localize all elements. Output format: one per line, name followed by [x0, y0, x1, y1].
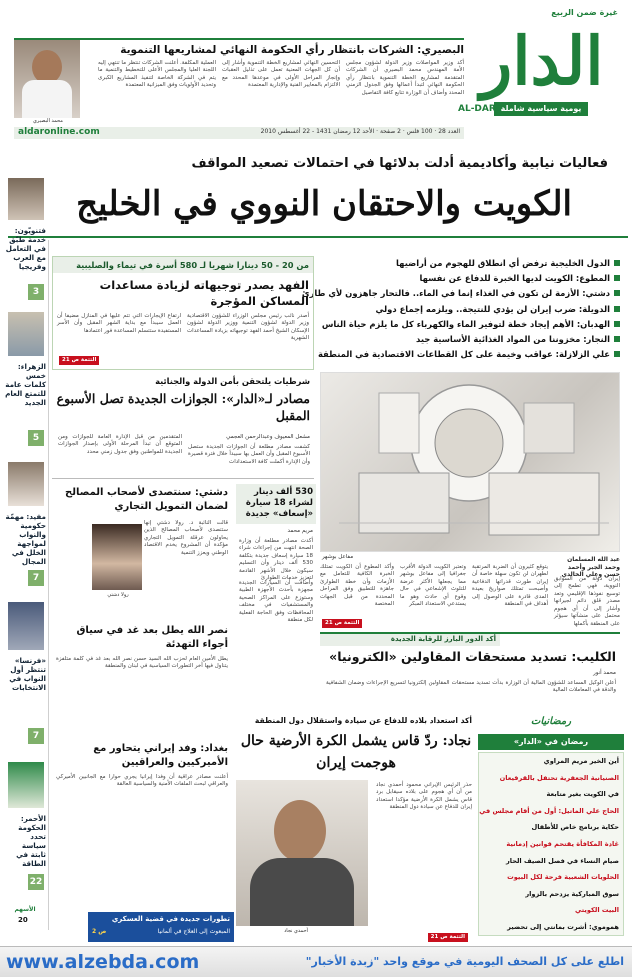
main-continued[interactable]: التتمة ص 21 [322, 618, 362, 628]
dashti-story [52, 484, 232, 616]
sidebar-photo [8, 602, 44, 650]
top-story-title[interactable]: البصيري: الشركات بانتظار رأي الحكومة النهائي لمشاريعها التنموية [120, 44, 464, 56]
sidebar-photo [8, 178, 44, 220]
sidebar-photo [8, 462, 44, 506]
fahad-story [52, 256, 314, 370]
ramadan-item[interactable]: الحاج علي الماتيل: أول من أقام مجلس في [479, 806, 619, 815]
main-kicker: فعاليات نيابية وأكاديمية أدلت بدلائها في احتمالات تصعيد المواقف [191, 156, 608, 171]
jawazat-headline[interactable]: مصادر لـ«الدار»: الجوازات الجديدة تصل الأسبوع المقبل [56, 391, 310, 423]
sidebar-item[interactable] [4, 306, 46, 446]
top-story-caption: محمد البصيري [33, 118, 63, 124]
jawazat-body: كشفت مصادر مطلعة أن الجوازات الجديدة ستصل الأسبوع المقبل وأن العمل بها سيبدأ خلال فترة قصيرة وأن الإدارة أكملت كافة الاستعدادات [188, 444, 310, 465]
ambulance-story [236, 484, 316, 624]
top-story-col2: التحسين النهائي لمشاريع الخطة التنموية وأشار إلى أن كل الجهات المعنية تعمل على تذليل العقبات وإنجاز المراحل الأولى في موعدها المحدد مع الالتزام بالمعايير الفنية والإدارية المعتمدة [222, 60, 340, 89]
jawazat-story [52, 374, 314, 476]
bullet-square-icon [614, 321, 620, 327]
top-story-col1: أكد وزير المواصلات وزير الدولة لشؤون مجلس الأمة المهندس محمد البصيري أن الشركات المتقدمة لمشاريع الخطة التنموية بانتظار رأي الحكومة النهائي لتبدأ أعمالها وفق الجدول الزمني المحدد وأضاف أن الوزارة تتابع كافة التفاصيل [346, 60, 464, 96]
sidebar-photo [8, 312, 44, 356]
dashti-headline[interactable]: دشتي: سنتصدى لأصحاب المصالح لضمان التمويل التجاري [65, 487, 228, 512]
main-body-col1: إيران دولة من السوابق النووية، فهي تطمح إلى توسيع نفوذها الإقليمي وتعد مصدر قلق دائم لجيرانها وأشار إلى أن أي هجوم محتمل على منشآتها سيؤثر على المنطقة بأكملها [554, 576, 620, 627]
fahad-body-right: أصدر نائب رئيس مجلس الوزراء للشؤون الاقتصادية وزير الدولة لشؤون التنمية ووزير الدولة لشؤون الإسكان الشيخ أحمد الفهد توجيهاته بزيادة المساعدات الشهرية [187, 313, 309, 342]
nasrallah-story [52, 624, 232, 692]
bullet-item: الهدبان: الأهم إيجاد خطة لتوفير الماء والكهرباء كل ما يلزم حياة الناس [320, 317, 620, 332]
bullet-item: المطوع: الكويت لديها الخبرة للدفاع عن نفسها [320, 271, 620, 286]
kulaib-kicker: أكد الدور البارز للرقابة الجديدة [390, 635, 496, 643]
ramadan-list [478, 752, 624, 936]
logo: الدار [480, 22, 604, 100]
jawazat-kicker: شرطيات يلتحقن بأمن الدولة والجنائية [155, 376, 310, 386]
ambulance-byline: مريم محمد [287, 528, 313, 534]
dashti-caption: رولا دشتي [107, 592, 129, 598]
baghdad-body: أعلنت مصادر عراقية أن وفدا إيرانيا يجري حوارا مع الجانبين الأميركي والعراقي لبحث الملفات الأمنية والسياسية العالقة [56, 774, 228, 788]
bullet-square-icon [614, 260, 620, 266]
sidebar-page-number: 3 [28, 284, 44, 300]
sidebar-page-number: 7 [28, 570, 44, 586]
footer-site[interactable]: www.alzebda.com [6, 951, 200, 973]
masthead [0, 0, 632, 140]
top-story-photo [14, 40, 80, 118]
bullet-item: الدويلة: ضرب إيران لن يؤدي للنتيجة.. ويلزمه إجماع دولي [320, 302, 620, 317]
bullet-square-icon [614, 336, 620, 342]
sidebar-item[interactable] [4, 456, 46, 586]
jawazat-byline: مشعل المعيوف وعبدالرحمن العجمي [226, 434, 310, 440]
sidebar-item[interactable] [4, 756, 46, 896]
sidebar-item[interactable] [4, 172, 46, 298]
ramadan-item[interactable]: البيت الكويتي [575, 906, 619, 915]
ambulance-body: أكدت مصادر مطلعة أن وزارة الصحة انتهت من إجراءات شراء 18 سيارة إسعاف جديدة بتكلفة 530 ألف دينار وأن التسليم سيكون خلال الأشهر القادمة لتعزيز خدمات الطوارئ [239, 538, 313, 582]
ramadan-item[interactable]: سوق المباركية يزدحم بالزوار [525, 889, 619, 898]
face-shape [274, 800, 326, 862]
sidebar-bottom[interactable] [4, 906, 46, 930]
main-body-col4: وأكد المطوع أن الكويت تمتلك الخبرة الكافية للتعامل مع الأزمات وأن خطة الطوارئ جاهزة للتطبيق وفق المراحل المحددة من قبل الجهات المختصة [320, 564, 394, 608]
ramadan-item[interactable]: حكاية برنامج خاص للأطفال [531, 823, 619, 832]
jawazat-body2: المتقدمين من قبل الإدارة العامة للجوازات ومن المتوقع أن تبدأ المرحلة الأولى بإصدار الجوازات الجديدة للمواطنين وفق جدول زمني محدد [58, 434, 182, 455]
sidebar-bottom-num: 20 [18, 916, 28, 924]
najad-caption: أحمدي نجاد [284, 928, 308, 934]
sidebar-item-title: الأحمر: الحكومة تحدد سياسة ثابتة في الطاقة [16, 814, 46, 868]
nasrallah-body: يطل الأمين العام لحزب الله السيد حسن نصر الله بعد غد في كلمة متلفزة يتناول فيها آخر التطورات السياسية في لبنان والمنطقة [56, 656, 228, 670]
dashti-body: قالت النائبة د. رولا دشتي إنها ستتصدى لأصحاب المصالح الذين يحاولون عرقلة التمويل التجاري مؤكدة أن المشروع يخدم الاقتصاد الوطني ويعزز التنمية [144, 520, 228, 556]
sidebar-item-title: مفيد: مهمّة حكومية والنواب لمواجهة الخلل في المجال [5, 512, 46, 566]
ramadan-item[interactable]: أين الخير مريم المراوي [543, 757, 619, 765]
najad-kicker: أكد استعداد بلاده للدفاع عن سيادة واستقلال دول المنطقة [254, 716, 472, 725]
footer-promo[interactable]: اطلع على كل الصحف اليومية في موقع واحد "زبدة الأخبار" [305, 955, 624, 968]
robe-shape [22, 80, 72, 118]
issue-line [14, 127, 464, 139]
main-body-col2: يتوقع كثيرون أن الضربة المرتقبة لطهران لن تكون سهلة خاصة أن إيران طورت قدراتها الدفاعية وأصبحت تمتلك صواريخ بعيدة المدى قادرة على الوصول إلى أهداف في المنطقة [472, 564, 548, 608]
ramadan-item[interactable]: الصنيانية الجعفرية تحتفل بالقرقيعان [499, 773, 619, 782]
kulaib-body: أعلن الوكيل المساعد للشؤون المالية أن الوزارة بدأت تسديد مستحقات المقاولين إلكترونيا لتسريع الإجراءات وضمان الشفافية والدقة في المعاملات المالية [326, 680, 616, 694]
bullet-square-icon [614, 351, 620, 357]
main-body-col3: وتعتبر الكويت الدولة الأقرب جغرافيا إلى مفاعل بوشهر مما يجعلها الأكثر عرضة للتلوث الإشعاعي في حال وقوع أي حادث وهو ما يستدعي الاستعداد المبكر [400, 564, 466, 608]
bottom-blue-title: تطورات جديدة في قضية العسكري [111, 915, 230, 923]
logo-latin: AL-DAR [458, 104, 496, 114]
sidebar-page-number: 7 [28, 728, 44, 744]
sidebar-page-number: 5 [28, 430, 44, 446]
sidebar-item-title: «فرنسا» تنتظر أول النواب في الانتخابات [9, 656, 46, 692]
reactor-model-drawing [319, 373, 619, 553]
top-story-col3: العملية المكلفة. أعلنت الشركات تنتظر ما تنتهي إليه اللجنة العليا والمجلس الأعلى للتخطيط والتنمية ما يتم في الشركة الخاصة لتنفيذ المشاريع الكبرى وتحديد الأولويات وفق الميزانية المعتمدة [98, 60, 216, 89]
fahad-continued[interactable]: التتمة ص 21 [59, 355, 99, 365]
top-story [14, 38, 464, 124]
bullet-square-icon [614, 290, 620, 296]
sidebar-bottom-brand: الأسهم [14, 906, 36, 913]
main-headline[interactable]: الكويت والاحتقان النووي في الخليج [76, 184, 572, 224]
baghdad-headline[interactable]: بغداد: وفد إيراني يتحاور مع الأميركيين والعراقيين [93, 743, 228, 768]
sidebar-item-title: الزهراء: خمس كلمات عامة للتمتع العام الجديد [5, 362, 46, 407]
ramadan-box [478, 716, 624, 938]
najad-photo [236, 780, 368, 926]
baghdad-story [52, 742, 232, 812]
ramadan-brand: رمضانيات [530, 716, 572, 727]
najad-story [236, 716, 472, 948]
bullet-square-icon [614, 306, 620, 312]
tagline: يومية سياسية شاملة [494, 102, 588, 116]
sidebar [4, 172, 46, 932]
kulaib-headline[interactable]: الكليب: تسديد مستحقات المقاولين «الكترونيا» [329, 649, 616, 664]
fahad-headline[interactable]: الفهد يصدر توجيهاته لزيادة مساعدات المساكن المؤجرة [99, 278, 309, 308]
bottom-blue-box[interactable] [88, 912, 234, 942]
reactor-photo [320, 372, 620, 552]
sidebar-divider [48, 240, 49, 930]
kulaib-byline: محمد أنور [593, 670, 616, 676]
bullet-item: الدول الخليجية ترفض أي انطلاق للهجوم من أراضيها [320, 256, 620, 271]
headline-rule [8, 236, 628, 238]
bullet-item: دشتي: الأزمة لن تكون في الغذاء إنما في الماء.. فالتحار جاهزون لأي طارئ [320, 286, 620, 301]
ramadan-item[interactable]: في الكويت بغير متابعة [546, 790, 619, 799]
ramadan-item[interactable]: صيام النساء في فصل الصيف الحار [505, 856, 619, 865]
bottom-blue-subtitle: المبعوث إلى العلاج في ألمانيا [157, 928, 230, 935]
sidebar-item[interactable] [4, 596, 46, 746]
ramadan-item[interactable]: الحلويات الشعبية فرحة لكل البيوت [507, 873, 619, 882]
najad-headline[interactable]: نجاد: ردّ قاس يشمل الكرة الأرضية حال هوجمت إيران [240, 733, 472, 771]
bullet-square-icon [614, 275, 620, 281]
sidebar-item-title: فتنويّون: خدمة طبّق في التعامل مع العرب وفريجيا [5, 226, 46, 271]
ramadan-title: رمضان في «الدار» [478, 734, 624, 750]
sidebar-page-number: 22 [28, 874, 44, 890]
ambulance-headline[interactable]: 530 ألف دينار لشراء 18 سيارة «إسعاف» جديدة [245, 487, 313, 519]
bullet-item: النجار: مخزوننا من المواد الغذائية الأساسية جيد [320, 332, 620, 347]
bottom-blue-page: ص 2 [92, 928, 107, 935]
najad-continued[interactable]: التتمة ص 21 [428, 932, 468, 942]
nasrallah-headline[interactable]: نصر الله يطل بعد غد في سياق أجواء التهدئة [76, 625, 228, 650]
logo-block [458, 10, 626, 128]
dashti-photo [92, 524, 142, 590]
fahad-body-left: ارتفاع الإيجارات التي تتم عليها في المنازل مضيفا أن العمل سيبدأ مع بداية الشهر المقبل وأن الأسر المستفيدة ستتسلم المساعدة فور اعتمادها [57, 313, 181, 334]
face-shape [32, 50, 62, 84]
sidebar-photo [8, 762, 44, 808]
ramadan-item[interactable]: غادة المكافأة يقتحم قوانين إدمانية [506, 839, 619, 848]
reactor-caption: مفاعل بوشهر [322, 554, 354, 560]
main-byline: عبد الله المسلمان وحمد الجبر وأحمد حسن وعلي الخالدي [561, 556, 620, 578]
main-bullets [301, 256, 620, 368]
fahad-kicker: من 20 - 50 دينارا شهريا لـ 580 أسرة في تيماء والصليبية [76, 260, 309, 270]
kulaib-story [320, 632, 620, 710]
najad-body: حذر الرئيس الإيراني محمود أحمدي نجاد من أن أي هجوم على بلاده سيقابل برد قاس يشمل الكرة الأرضية مؤكدا استعداد إيران للدفاع عن سيادة دول المنطقة [376, 782, 472, 811]
issue-text: العدد 28 · 100 فلس · 2 صفحة · الأحد 12 رمضان 1431 - 22 أغسطس 2010 [260, 128, 460, 135]
bullet-item: علي الزلازلة: عواقب وخيمة على كل القطاعات الاقتصادية في المنطقة [320, 347, 620, 362]
ramadan-item[interactable]: هموموي: أشرت بمانتي إلى تحضير [507, 922, 619, 931]
jacket-shape [250, 858, 354, 926]
tagline-top: غيرة ضمن الربيع [551, 8, 618, 17]
divider [52, 478, 314, 479]
website[interactable]: aldaronline.com [18, 127, 100, 137]
ambulance-body2: وأضافت أن السيارات الجديدة مجهزة بأحدث الأجهزة الطبية وستوزع على المراكز الصحية والمستشفيات في مختلف المحافظات وفق الحاجة الفعلية لكل منطقة [239, 580, 313, 624]
footer [0, 946, 632, 977]
